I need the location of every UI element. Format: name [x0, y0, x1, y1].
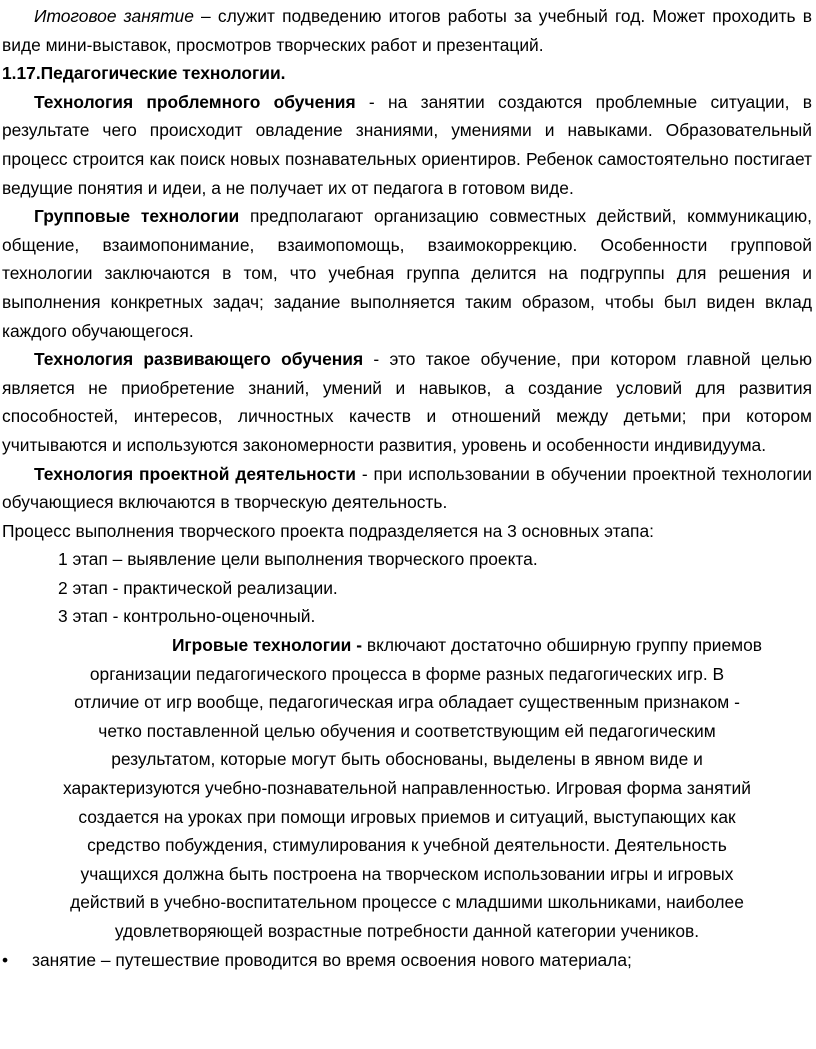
- game-line-1: [2, 631, 812, 660]
- game-line-3: отличие от игр вообще, педагогическая игра обладает существенным признаком -: [74, 692, 740, 713]
- game-line-7: создается на уроках при помощи игровых приемов и ситуаций, выступающих как: [78, 806, 736, 827]
- game-line-11: удовлетворяющей возрастные потребности данной категории учеников.: [114, 921, 700, 941]
- intro-text: – служит подведению итогов работы за учебный год. Может проходить в виде мини-выставок, просмотров творческих работ и презентаций.: [2, 6, 812, 55]
- intro-paragraph: [2, 2, 812, 59]
- problem-term: Технология проблемного обучения: [34, 91, 356, 112]
- game-line-1-text: включают достаточно обширную группу приемов: [362, 635, 763, 656]
- game-line-8: средство побуждения, стимулирования к учебной деятельности. Деятельность: [87, 835, 727, 856]
- list-item: [2, 946, 812, 975]
- problem-paragraph: [2, 88, 812, 202]
- project-stage-3: 3 этап - контрольно-оценочный.: [58, 606, 316, 627]
- game-term: Игровые технологии -: [171, 635, 362, 656]
- project-text: - при использовании в обучении проектной технологии обучающиеся включаются в творческую деятельность.: [2, 463, 812, 513]
- game-line-9: учащихся должна быть построена на творческом использовании игры и игровых: [80, 863, 734, 884]
- developing-paragraph: [2, 345, 812, 459]
- list-item-text: занятие – путешествие проводится во время освоения нового материала;: [32, 949, 632, 970]
- game-line-4: четко поставленной целью обучения и соответствующим ей педагогическим: [98, 720, 716, 741]
- group-paragraph: [2, 202, 812, 345]
- bullet-icon: •: [2, 949, 9, 970]
- problem-text: - на занятии создаются проблемные ситуации, в результате чего происходит овладение знаниями, умениями и навыками. Образовательный процесс строится как поиск новых познавательных ориентиров. Ребенок самостоятельно постигает ведущие понятия и идеи, а не получает их от педагога в готовом виде.: [2, 91, 812, 198]
- project-stage-1: 1 этап – выявление цели выполнения творческого проекта.: [58, 549, 538, 570]
- intro-term: Итоговое занятие: [34, 6, 194, 26]
- game-line-5: результатом, которые могут быть обоснованы, выделены в явном виде и: [111, 749, 703, 770]
- developing-term: Технология развивающего обучения: [34, 349, 364, 370]
- group-term: Групповые технологии: [34, 206, 240, 227]
- game-line-10: действий в учебно-воспитательном процессе с младшими школьниками, наиболее: [70, 892, 744, 913]
- group-text: предполагают организацию совместных действий, коммуникацию, общение, взаимопонимание, взаимопомощь, взаимокоррекцию. Особенности групповой технологии заключаются в том, что учебная группа делится на подгруппы для решения и выполнения конкретных задач; задание выполняется таким образом, чтобы был виден вклад каждого обучающегося.: [2, 206, 812, 341]
- project-term: Технология проектной деятельности: [34, 463, 356, 484]
- game-line-2: организации педагогического процесса в форме разных педагогических игр. В: [89, 663, 725, 684]
- game-paragraph: [2, 631, 812, 946]
- project-paragraph: [2, 460, 812, 517]
- project-stage-2: 2 этап - практической реализации.: [58, 577, 338, 598]
- developing-text: - это такое обучение, при котором главной целью является не приобретение знаний, умений и навыков, а создание условий для развития способностей, интересов, личностных качеств и отношений между детьми; при котором учитываются и используются закономерности развития, уровень и особенности индивидуума.: [2, 349, 812, 455]
- project-process-line: Процесс выполнения творческого проекта подразделяется на 3 основных этапа:: [2, 520, 654, 541]
- game-line-6: характеризуются учебно-познавательной направленностью. Игровая форма занятий: [63, 778, 751, 799]
- section-heading: 1.17.Педагогические технологии.: [2, 63, 286, 84]
